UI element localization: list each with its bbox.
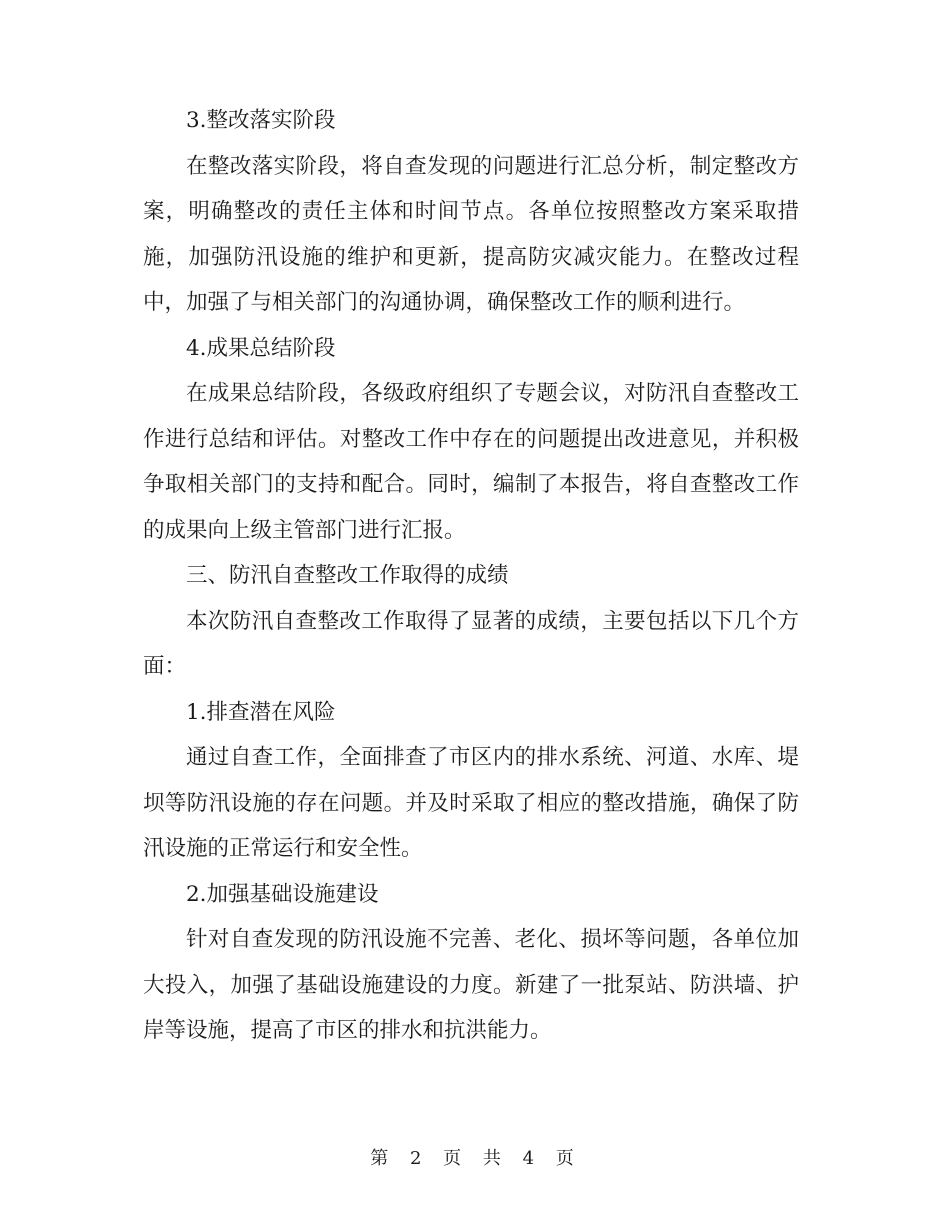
paragraph-summary: 在成果总结阶段，各级政府组织了专题会议，对防汛自查整改工作进行总结和评估。对整改工作中存在的问题提出改进意见，并积极争取相关部门的支持和配合。同时，编制了本报告，将自查整改工作的成果向上级主管部门进行汇报。 [143, 381, 799, 543]
page-number-footer: 第 2 页 共 4 页 [370, 1148, 580, 1169]
paragraph-rectification: 在整改落实阶段，将自查发现的问题进行汇总分析，制定整改方案，明确整改的责任主体和时间节点。各单位按照整改方案采取措施，加强防汛设施的维护和更新，提高防灾减灾能力。在整改过程中，加强了与相关部门的沟通协调，确保整改工作的顺利进行。 [143, 153, 799, 315]
paragraph-infrastructure: 针对自查发现的防汛设施不完善、老化、损坏等问题，各单位加大投入，加强了基础设施建设的力度。新建了一批泵站、防洪墙、护岸等设施，提高了市区的排水和抗洪能力。 [143, 927, 799, 1043]
paragraph-risk-screening: 通过自查工作，全面排查了市区内的排水系统、河道、水库、堤坝等防汛设施的存在问题。并及时采取了相应的整改措施，确保了防汛设施的正常运行和安全性。 [143, 745, 799, 861]
paragraph-achievements-intro: 本次防汛自查整改工作取得了显著的成绩，主要包括以下几个方面： [143, 608, 799, 679]
section-heading-summary: 4.成果总结阶段 [186, 335, 336, 361]
section-heading-infrastructure: 2.加强基础设施建设 [186, 881, 379, 907]
section-heading-risk-screening: 1.排查潜在风险 [186, 699, 336, 725]
document-body [143, 98, 799, 1054]
chapter-heading-achievements: 三、防汛自查整改工作取得的成绩 [186, 563, 509, 588]
section-heading-rectification: 3.整改落实阶段 [186, 108, 336, 133]
